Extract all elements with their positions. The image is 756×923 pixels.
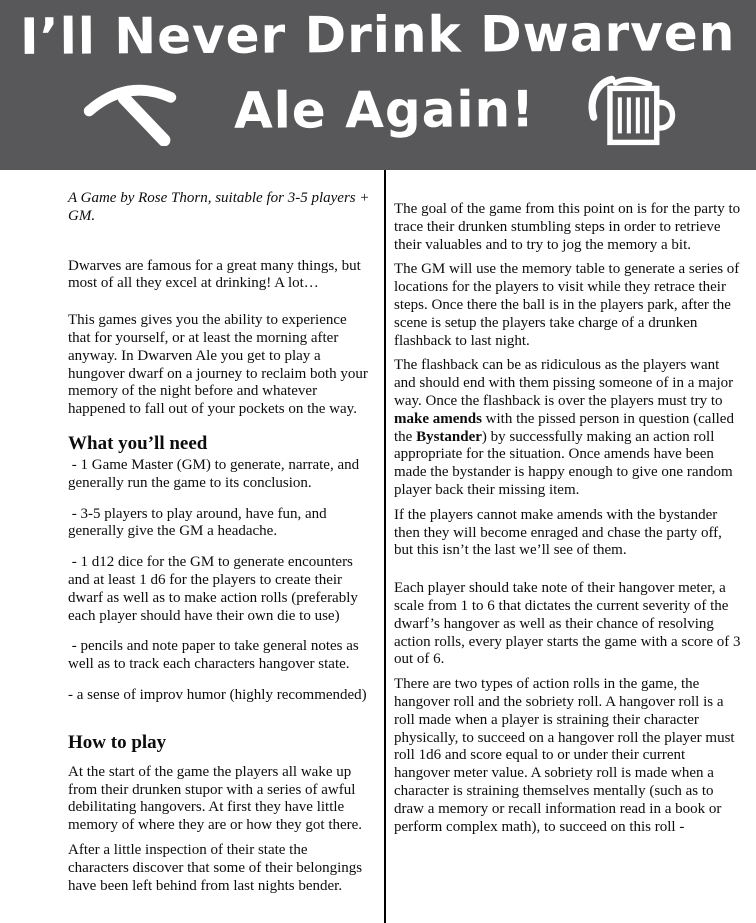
hangover-meter-paragraph: Each player should take note of their hangover meter, a scale from 1 to 6 that dictates the current severity of the dwarf’s hangover as well as their chance of resolving action rolls, every player starts the game with a score of 3 out of 6.: [394, 580, 741, 668]
left-column: [0, 170, 386, 923]
pickaxe-icon: [76, 74, 184, 146]
need-item-players: - 3-5 players to play around, have fun, and generally give the GM a headache.: [68, 505, 331, 540]
make-amends-term: make amends: [394, 410, 482, 427]
flashback-paragraph: [394, 357, 741, 499]
intro-paragraph-1: Dwarves are famous for a great many things, but most of all they excel at drinking! A lot…: [68, 257, 361, 292]
flashback-seg-2: with the pissed person in question (called the: [394, 410, 734, 445]
how-to-play-heading: How to play: [68, 731, 167, 753]
action-rolls-paragraph: There are two types of action rolls in the game, the hangover roll and the sobriety roll. A hangover roll is a roll made when a player is straining their character physically, to succeed on a hangover roll the player must roll 1d6 and score equal to or under their current hangover meter value. A sobriety roll is made when a character is straining themselves mentally (such as to draw a memory or recall information read in a book or perform complex math), to succeed on this roll -: [394, 676, 735, 835]
memory-table-paragraph: The GM will use the memory table to generate a series of locations for the players to visit while they retrace their steps. Once there the ball is in the players park, after the scene is setup the players take charge of a drunken flashback to last night.: [394, 261, 740, 349]
need-item-humor: - a sense of improv humor (highly recommended): [68, 686, 367, 703]
byline: A Game by Rose Thorn, suitable for 3-5 players + GM.: [68, 190, 370, 224]
title-line-1: I’ll Never Drink Dwarven: [20, 4, 736, 66]
flashback-seg-1: The flashback can be as ridiculous as the players want and should end with them pissing someone of in a major way. Once the flashback is over the players must try to: [394, 357, 734, 409]
play-paragraph-1: At the start of the game the players all wake up from their drunken stupor with a series of awful debilitating hangovers. At first they have little memory of where they are or how they got there.: [68, 763, 363, 834]
play-paragraph-2: After a little inspection of their state the characters discover that some of their belongings have been left behind from last nights bender.: [68, 841, 363, 894]
title-banner: [0, 0, 756, 170]
what-you-need-heading: What you’ll need: [68, 432, 208, 454]
rules-content: [0, 170, 756, 923]
need-item-dice: - 1 d12 dice for the GM to generate encounters and at least 1 d6 for the players to create their dwarf as well as to make action rolls (preferably each player should have their own die to use): [68, 554, 362, 624]
flashback-seg-3: ) by successfully making an action roll appropriate for the situation. Once amends have been made the bystander is happy enough to give one random player back their missing item.: [394, 428, 733, 498]
need-item-pencils: - pencils and note paper to take general notes as well as to track each characters hangover state.: [68, 638, 363, 673]
bystander-term: Bystander: [416, 428, 482, 445]
enraged-paragraph: If the players cannot make amends with the bystander then they will become enraged and chase the party off, but this isn’t the last we’ll see of them.: [394, 506, 722, 559]
beer-mug-icon: [584, 74, 680, 146]
need-item-gm: - 1 Game Master (GM) to generate, narrate, and generally run the game to its conclusion.: [68, 456, 363, 491]
goal-paragraph: The goal of the game from this point on is for the party to trace their drunken stumbling steps in order to retrieve their valuables and to try to jog the memory a bit.: [394, 201, 741, 253]
title-line-2: Ale Again!: [233, 80, 535, 140]
intro-paragraph-2: This games gives you the ability to experience that for yourself, or at least the morning after anyway. In Dwarven Ale you get to play a hungover dwarf on a journey to reclaim both your memory of the night before and whatever happened to fall out of your pockets on the way.: [68, 312, 368, 418]
right-column: [386, 170, 756, 923]
title-row-2: [76, 74, 681, 146]
